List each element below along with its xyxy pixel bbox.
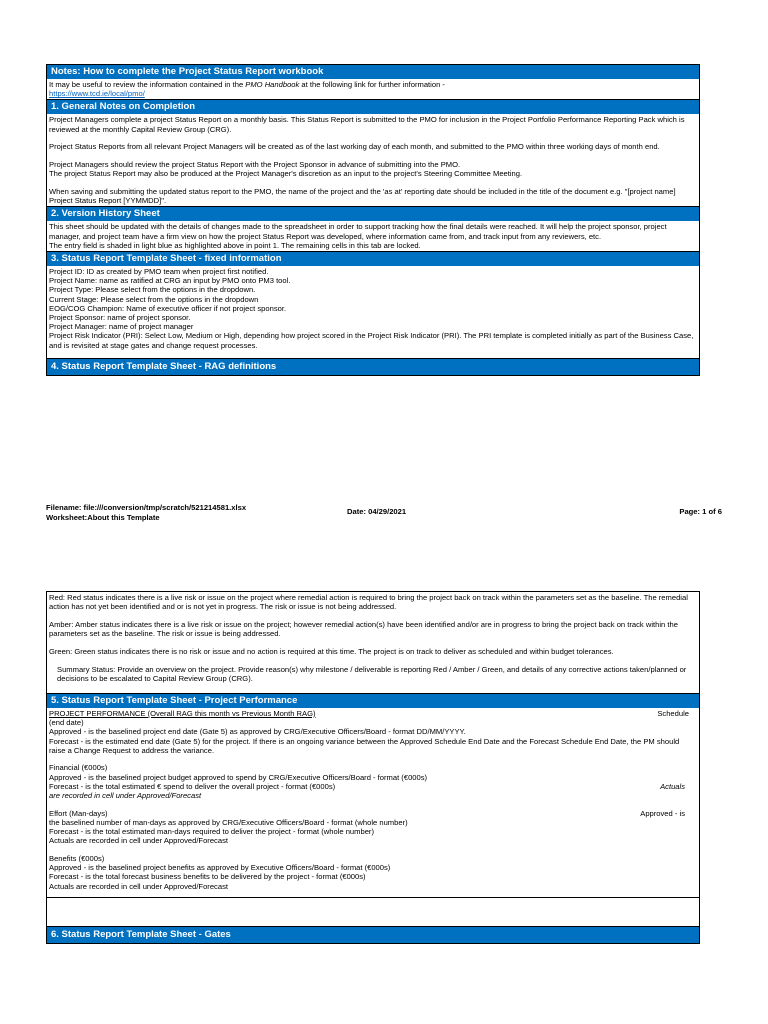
- section1-p2: Project Status Reports from all relevant Project Managers will be created as of the last working day of each month, and submitted to the PMO within three working days of month end.: [49, 142, 660, 152]
- section3-line: Project Name: name as ratified at CRG an input by PMO onto PM3 tool.: [49, 276, 291, 286]
- rag-summary: Summary Status: Provide an overview on the project. Provide reason(s) why milestone / deliverable is reporting Red / Amber / Green, and details of any corrective actions taken/planned or decisions to be escalated to Capital Review Group (CRG).: [57, 664, 687, 683]
- sheet-page-1: [46, 64, 700, 376]
- section1-p4: When saving and submitting the updated status report to the PMO, the name of the project and the 'as at' reporting date should be included in the title of the document e.g. "[project name] Project Status Report [YYMMDD]".: [49, 186, 676, 206]
- section3-line: Project Risk Indicator (PRI): Select Low, Medium or High, depending how project scored in the Project Risk Indicator (PRI). The PRI template is completed initially as part of the Business Case, and is revisited at stage gates and change request processes.: [49, 331, 694, 350]
- effort-label: Effort (Man-days): [49, 808, 108, 818]
- pmo-handbook-text: PMO Handbook: [245, 80, 300, 89]
- rag-green: Green: Green status indicates there is no risk or issue and no action is required at this time. The project is on track to deliver as scheduled and within budget tolerances.: [49, 646, 614, 656]
- section1-p1: Project Managers complete a project Status Report on a monthly basis. This Status Report is submitted to the PMO for inclusion in the Project Portfolio Performance Reporting Pack which is reviewed at the monthly Capital Review Group (CRG).: [49, 115, 685, 134]
- footer-filename: Filename: file:///conversion/tmp/scratch/521214581.xlsx: [46, 503, 247, 512]
- section3-line: Project Manager: name of project manager: [49, 322, 194, 332]
- footer-page: Page: 1 of 6: [679, 507, 722, 516]
- section1-p3b: The project Status Report may also be produced at the Project Manager's discretion as an input to the project's Steering Committee Meeting.: [49, 169, 523, 179]
- financial-line: Financial (€000s): [49, 763, 108, 773]
- effort-right: Approved - is: [640, 808, 685, 818]
- notes-intro-suffix: at the following link for further information -: [299, 80, 445, 89]
- actuals-rest: are recorded in cell under Approved/Forecast: [49, 791, 202, 801]
- section3-line: Project ID: ID as created by PMO team when project first notified.: [49, 266, 269, 276]
- pmo-link[interactable]: https://www.tcd.ie/local/pmo/: [49, 89, 145, 99]
- section3-body: [47, 266, 699, 359]
- section3-line: Current Stage: Please select from the options in the dropdown: [49, 294, 259, 304]
- section4-title: 4. Status Report Template Sheet - RAG definitions: [47, 359, 699, 375]
- section1-p3a: Project Managers should review the project Status Report with the Project Sponsor in advance of submitting into the PMO.: [49, 160, 461, 170]
- benefits-line: Actuals are recorded in cell under Approved/Forecast: [49, 881, 228, 891]
- section2-p1: This sheet should be updated with the details of changes made to the spreadsheet in order to support tracking how the final details were reached. It will help the project sponsor, project manager, and project team have a firm view on how the project Status Report was developed, where information came from, and track input from any reviewers, etc.: [49, 222, 667, 241]
- section3-line: EOG/COG Champion: Name of executive officer if not project sponsor.: [49, 303, 287, 313]
- section2-title: 2. Version History Sheet: [47, 207, 699, 221]
- section5-title: 5. Status Report Template Sheet - Project Performance: [47, 694, 699, 708]
- section3-title: 3. Status Report Template Sheet - fixed information: [47, 252, 699, 266]
- effort-line: the baselined number of man-days as approved by CRG/Executive Officers/Board - format (whole number): [49, 817, 408, 827]
- section1-title: 1. General Notes on Completion: [47, 100, 699, 114]
- rag-amber: Amber: Amber status indicates there is a live risk or issue on the project; however remedial action(s) have been identified and/or are in progress to bring the project back on track within the parameters set as the baseline. The risk or issue is being addressed.: [49, 619, 678, 639]
- section1-body: [47, 114, 699, 207]
- footer-date: Date: 04/29/2021: [347, 507, 407, 516]
- notes-intro: [47, 79, 699, 100]
- section3-line: Project Type: Please select from the options in the dropdown.: [49, 285, 256, 295]
- benefits-line: Benefits (€000s): [49, 854, 105, 864]
- section2-body: [47, 221, 699, 252]
- section2-p2: The entry field is shaded in light blue as highlighted above in point 1. The remaining cells in this tab are locked.: [49, 240, 421, 250]
- benefits-line: Forecast - is the total forecast business benefits to be delivered by the project - format (€000s): [49, 872, 366, 882]
- notes-intro-text: It may be useful to review the information contained in the: [49, 80, 246, 89]
- effort-line: Actuals are recorded in cell under Approved/Forecast: [49, 836, 228, 846]
- section3-line: Project Sponsor: name of project sponsor.: [49, 312, 191, 322]
- performance-heading: PROJECT PERFORMANCE (Overall RAG this month vs Previous Month RAG): [49, 708, 316, 718]
- schedule-line: (end date): [49, 718, 84, 728]
- sheet-page-2: [46, 591, 700, 944]
- financial-line: Approved - is the baselined project budget approved to spend by CRG/Executive Officers/Board - format (€000s): [49, 772, 428, 782]
- effort-line: Forecast - is the total estimated man-days required to deliver the project - format (whole number): [49, 827, 374, 837]
- rag-red: Red: Red status indicates there is a live risk or issue on the project where remedial action is required to bring the project back on track within the parameters set as the baseline. The remedial action has not yet been identified and or is not yet in progress. The risk or issue is not being addressed.: [49, 593, 688, 612]
- rag-definitions: [47, 592, 699, 694]
- financial-line: Forecast - is the total estimated € spend to deliver the overall project - format (€000s): [49, 781, 336, 791]
- schedule-line: Approved - is the baselined project end date (Gate 5) as approved by CRG/Executive Officers/Board - format DD/MM/YYYY.: [49, 727, 466, 737]
- schedule-line: Forecast - is the estimated end date (Gate 5) for the project. If there is an ongoing variance between the Approved Schedule End Date and the Forecast Schedule End Date, the PM should raise a Change Request to address the variance.: [49, 736, 680, 755]
- section5-body: [47, 708, 699, 898]
- section6-title: 6. Status Report Template Sheet - Gates: [47, 927, 699, 943]
- schedule-label: Schedule: [657, 708, 689, 718]
- benefits-line: Approved - is the baselined project benefits as approved by Executive Officers/Board - format (€000s): [49, 863, 391, 873]
- notes-title: Notes: How to complete the Project Status Report workbook: [47, 65, 699, 79]
- actuals-label: Actuals: [660, 781, 685, 791]
- footer-worksheet: Worksheet:About this Template: [46, 513, 160, 522]
